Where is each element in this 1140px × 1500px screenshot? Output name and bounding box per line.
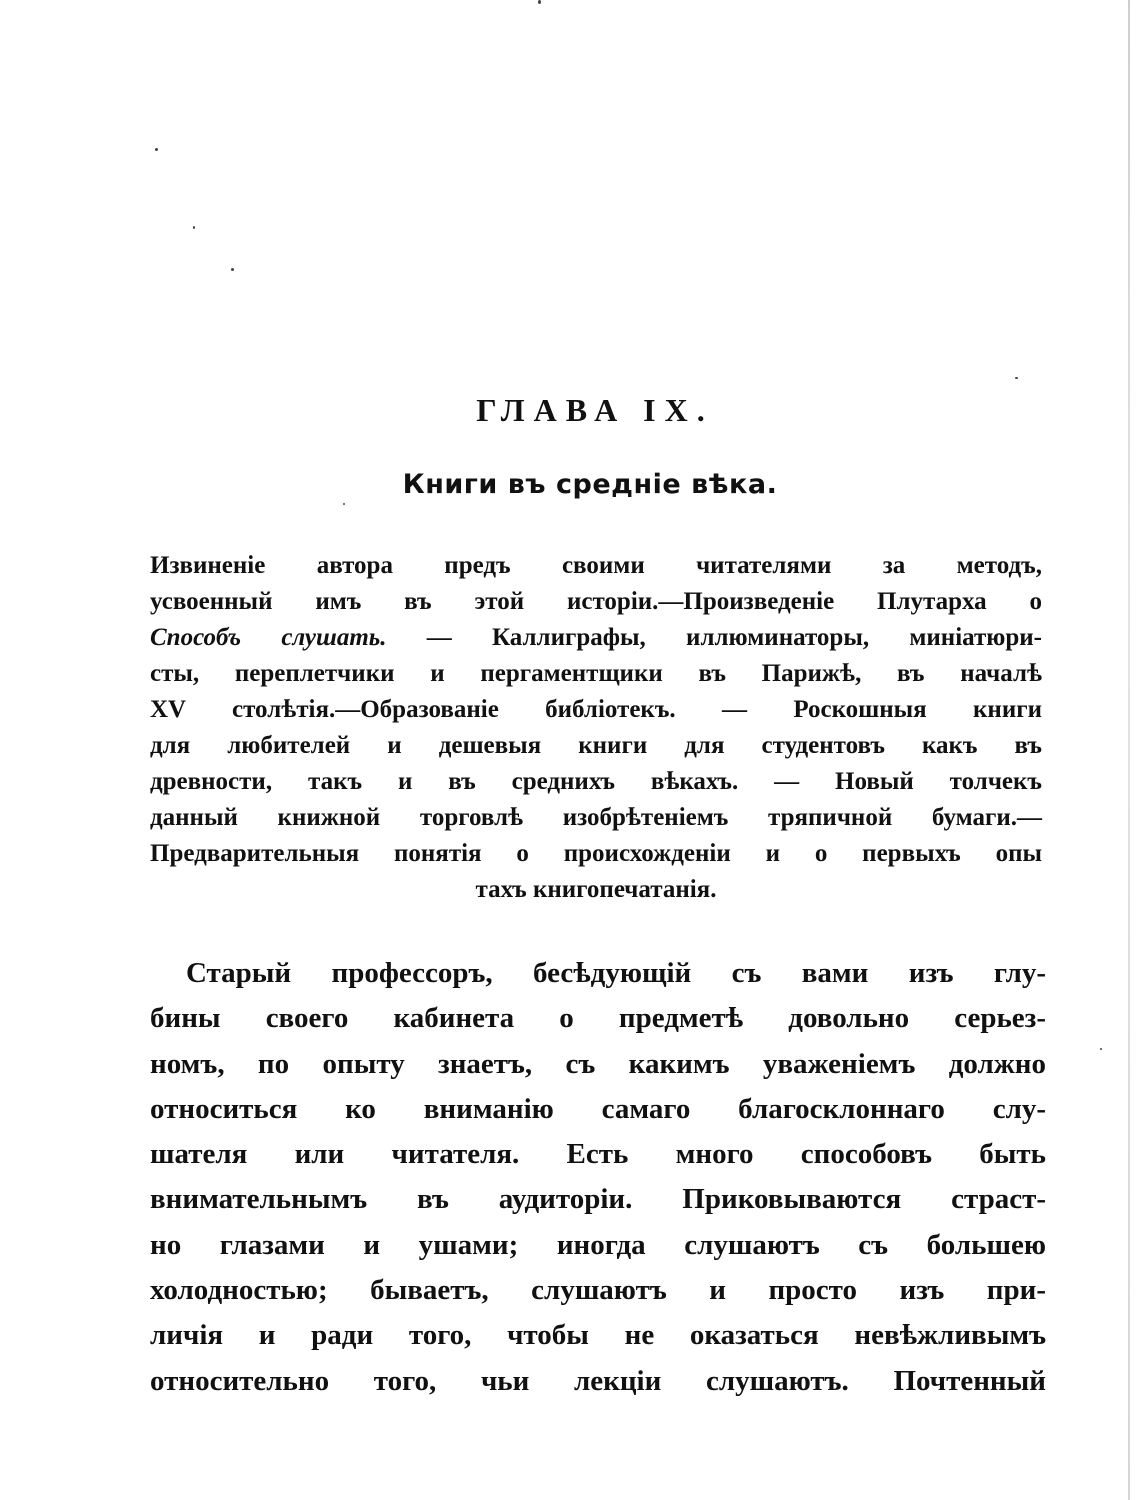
summary-line: данный книжной торговлѣ изобрѣтеніемъ тряпичной бумаги.—: [150, 804, 1042, 831]
scan-edge-line: [1128, 0, 1130, 1500]
summary-line: [150, 620, 1042, 656]
summary-italic-title: Способъ слушать.: [150, 624, 387, 651]
chapter-summary: [150, 548, 1042, 908]
scan-speck: [538, 0, 541, 4]
body-line: холодностью; бываетъ, слушаютъ и просто изъ при-: [150, 1274, 1046, 1307]
scan-speck: [231, 268, 234, 271]
body-line: личія и ради того, чтобы не оказаться невѣжливымъ: [150, 1319, 1046, 1352]
body-line: внимательнымъ въ аудиторіи. Приковываются страст-: [150, 1183, 1046, 1216]
scan-speck: [193, 226, 195, 229]
scan-speck: [155, 148, 158, 151]
summary-line: Предварительныя понятія о происхожденіи и о первыхъ опы: [150, 840, 1042, 867]
body-line: номъ, по опыту знаетъ, съ какимъ уваженіемъ должно: [150, 1047, 1046, 1080]
summary-line: XV столѣтія.—Образованіе библіотекъ. — Роскошныя книги: [150, 696, 1042, 723]
body-paragraph: [150, 951, 1046, 1404]
summary-line: усвоенный имъ въ этой исторіи.—Произведеніе Плутарха о: [150, 588, 1042, 615]
scan-speck: [1015, 377, 1018, 379]
body-line: относиться ко вниманію самаго благосклоннаго слу-: [150, 1092, 1046, 1125]
body-line: бины своего кабинета о предметѣ довольно серьез-: [150, 1002, 1046, 1035]
scan-speck: [343, 503, 345, 505]
summary-line-rest: — Каллиграфы, иллюминаторы, миніатюри-: [386, 624, 1043, 651]
body-line: но глазами и ушами; иногда слушаютъ съ большею: [150, 1228, 1046, 1261]
summary-line: Извиненіе автора предъ своими читателями за методъ,: [150, 552, 1042, 579]
chapter-subtitle: Книги въ средніе вѣка.: [402, 469, 778, 500]
body-line: шателя или читателя. Есть много способовъ быть: [150, 1138, 1046, 1171]
summary-line: древности, такъ и въ среднихъ вѣкахъ. — Новый толчекъ: [150, 768, 1042, 795]
body-line: относительно того, чьи лекціи слушаютъ. Почтенный: [150, 1364, 1046, 1397]
chapter-heading: ГЛАВА IX.: [476, 392, 714, 428]
scan-speck: [1100, 1048, 1102, 1050]
summary-line: сты, переплетчики и пергаментщики въ Парижѣ, въ началѣ: [150, 660, 1042, 687]
summary-line: для любителей и дешевыя книги для студентовъ какъ въ: [150, 732, 1042, 759]
body-line: Старый профессоръ, бесѣдующій съ вами изъ глу-: [186, 957, 1046, 989]
summary-line: тахъ книгопечатанія.: [475, 876, 717, 903]
